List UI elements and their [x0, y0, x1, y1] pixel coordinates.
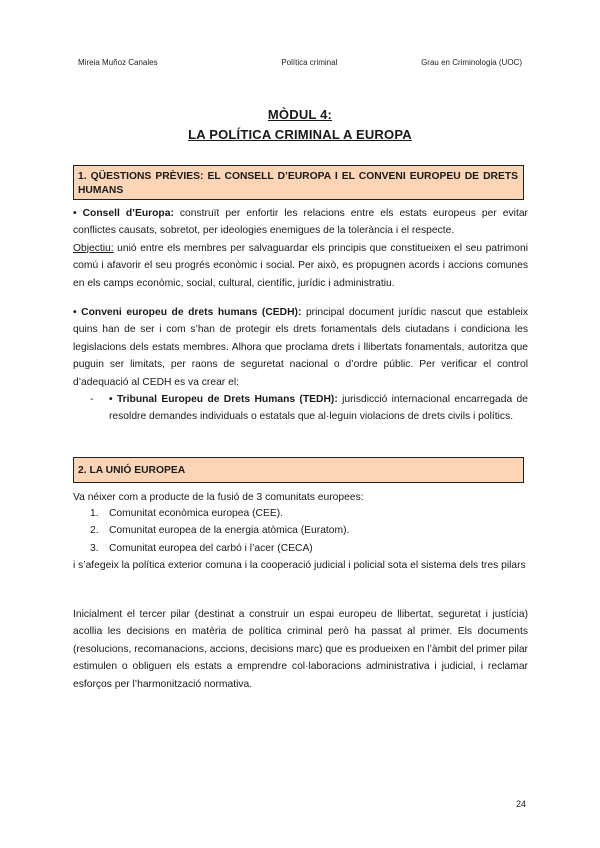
list-item: 2. Comunitat europea de la energia atòmica (Euratom). — [90, 525, 350, 537]
conveni-text: principal document jurídic nascut que estableix quins han de ser i com s’han de protegir els drets fonamentals dels ciutadans i condiciona les legislacions dels estats membres. Alhora que proclama drets i llibertats fonamentals, autoritza que puguin ser limitats, per raons de seguretat nacional o d’ordre públic. Per verificar el control d’adequació al CEDH es va crear el: — [73, 307, 528, 388]
objectiu-label: Objectiu: — [73, 242, 114, 254]
list-item: 1. Comunitat econòmica europea (CEE). — [90, 508, 283, 519]
comunitats-list — [90, 505, 349, 557]
section-2-heading: 2. LA UNIÓ EUROPEA — [73, 457, 524, 483]
module-subtitle: LA POLÍTICA CRIMINAL A EUROPA — [188, 127, 412, 142]
pilars-paragraph: i s’afegeix la política exterior comuna i la cooperació judicial i policial sota el sistema dels tres pilars — [73, 560, 526, 571]
ue-intro: Va néixer com a producte de la fusió de 3 comunitats europees: — [73, 492, 364, 503]
tribunal-item — [90, 391, 528, 426]
tribunal-text: jurisdicció internacional encarregada de resoldre demandes individuals o estatals que al·leguin violacions de drets civils i polítics. — [109, 394, 528, 423]
consell-text: construït per enfortir les relacions entre els estats europeus per evitar conflictes causats, sobretot, per ideologies enemigues de la tolerància i el respecte. — [73, 208, 528, 237]
conveni-paragraph — [73, 304, 528, 391]
list-item: 3. Comunitat europea del carbó i l’acer (CECA) — [90, 542, 313, 554]
inicialment-paragraph: Inicialment el tercer pilar (destinat a construir un espai europeu de llibertat, seguretat i justícia) acollia les decisions en matèria de política criminal però ha passat al primer. Els documents (resolucions, recomanacions, accions, decisions marc) que es produeixen en l’àmbit del primer pilar estimulen o obliguen els estats a emprendre col·laboracions administrativa i judicial, i reclamar esforços per l’harmonització normativa. — [73, 609, 528, 690]
page-number: 24 — [515, 799, 526, 809]
header-subject: Política criminal — [281, 58, 338, 67]
module-title: MÒDUL 4: — [267, 107, 333, 122]
header-degree: Grau en Criminologia (UOC) — [421, 58, 522, 67]
header-author: Mireia Muñoz Canales — [78, 58, 158, 67]
consell-label: • Consell d’Europa: — [73, 208, 174, 219]
objectiu-text: unió entre els membres per salvaguardar els principis que constitueixen el seu patrimoni comú i afavorir el seu progrés econòmic i social. Per això, es propugnen acords i accions comunes en els camps econòmic, social, cultural, científic, jurídic i administratiu. — [73, 242, 528, 289]
dash-bullet: - — [90, 394, 94, 405]
conveni-label: • Conveni europeu de drets humans (CEDH): — [73, 307, 302, 318]
page-header — [78, 58, 522, 67]
consell-europa-paragraph — [73, 205, 528, 292]
tribunal-label: • Tribunal Europeu de Drets Humans (TEDH): — [109, 394, 338, 405]
section-1-heading: 1. QÜESTIONS PRÈVIES: EL CONSELL D’EUROPA I EL CONVENI EUROPEU DE DRETS HUMANS — [73, 165, 524, 200]
